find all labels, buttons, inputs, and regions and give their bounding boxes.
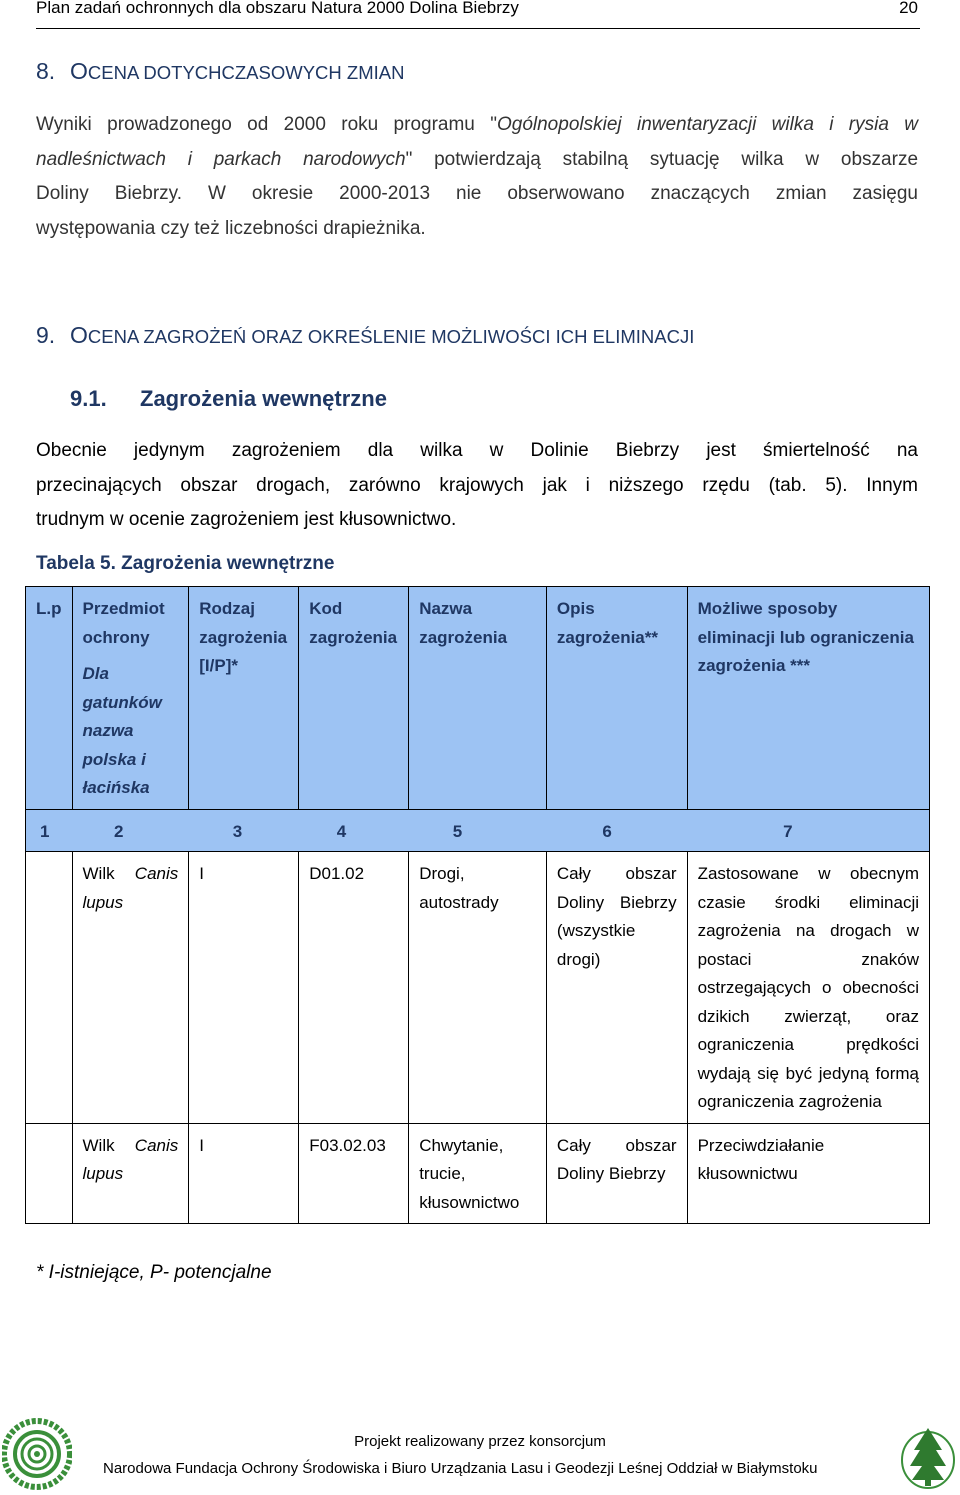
cell-lp: [26, 1123, 73, 1224]
section-8-number: 8.: [36, 58, 56, 84]
section-9-title-initial: O: [70, 322, 88, 348]
cell-type: I: [189, 1123, 299, 1224]
para9-line-3: trudnym w ocenie zagrożeniem jest kłusownictwo.: [36, 509, 457, 530]
cell-methods: Przeciwdziałanie kłusownictwu: [687, 1123, 929, 1224]
table-row: [26, 852, 930, 1124]
subsection-9-1-heading: [70, 386, 387, 412]
subject-latin-genus: Canis: [134, 1135, 179, 1155]
cell-desc: Cały obszar Doliny Biebrzy: [546, 1123, 687, 1224]
para9-line-1: Obecnie jedynym zagrożeniem dla wilka w Dolinie Biebrzy jest śmiertelność na: [36, 440, 918, 461]
cell-name: Chwytanie, trucie, kłusownictwo: [409, 1123, 547, 1224]
header-subject-label: Przedmiot ochrony: [82, 599, 165, 647]
cell-type: I: [189, 852, 299, 1124]
section-8-paragraph: [36, 108, 918, 246]
footer-line-1: Projekt realizowany przez konsorcjum: [354, 1433, 606, 1450]
section-9-heading: [36, 322, 694, 349]
header-code: Kod zagrożenia: [299, 587, 409, 810]
section-8-heading: [36, 58, 404, 85]
table-footnote: * I-istniejące, P- potencjalne: [36, 1262, 272, 1283]
header-title: Plan zadań ochronnych dla obszaru Natura 2000 Dolina Biebrzy: [36, 0, 519, 17]
table-header-row: [26, 587, 930, 810]
header-type: Rodzaj zagrożenia [I/P]*: [189, 587, 299, 810]
cell-subject: [72, 852, 189, 1124]
cell-lp: [26, 852, 73, 1124]
para8-line-2: nadleśnictwach i parkach narodowych" potwierdzają stabilną sytuację wilka w obszarze: [36, 148, 919, 170]
section-8-title-initial: O: [70, 58, 88, 84]
col-number-7: 7: [687, 809, 929, 852]
col-number-4: 4: [299, 809, 409, 852]
para9-line-2: przecinających obszar drogach, zarówno krajowych jak i niższego rzędu (tab. 5). Innym: [36, 474, 918, 496]
header-methods: Możliwe sposoby eliminacji lub ograniczenia zagrożenia ***: [687, 587, 929, 810]
cell-name: Drogi, autostrady: [409, 852, 547, 1124]
page-header: [36, 0, 920, 29]
cell-methods: Zastosowane w obecnym czasie środki eliminacji zagrożenia na drogach w postaci znaków ostrzegających o obecności dzikich zwierząt, oraz ograniczenia prędkości wydają się być jedyną formą ograniczenia zagrożenia: [687, 852, 929, 1124]
footer-line-2: Narodowa Fundacja Ochrony Środowiska i Biuro Urządzania Lasu i Geodezji Leśnej Oddział w Białymstoku: [103, 1460, 818, 1477]
section-9-number: 9.: [36, 322, 56, 348]
column-number-row: [26, 809, 930, 852]
subject-polish-name: Wilk: [82, 864, 115, 883]
cell-code: D01.02: [299, 852, 409, 1124]
header-name: Nazwa zagrożenia: [409, 587, 547, 810]
col-number-6: 6: [546, 809, 687, 852]
nfos-logo-icon: [2, 1418, 72, 1490]
subject-latin-species: lupus: [82, 1164, 124, 1183]
section-9-title-rest: CENA ZAGROŻEŃ ORAZ OKREŚLENIE MOŻLIWOŚCI ICH ELIMINACJI: [87, 326, 695, 347]
table-row: [26, 1123, 930, 1224]
header-desc: Opis zagrożenia**: [546, 587, 687, 810]
cell-code: F03.02.03: [299, 1123, 409, 1224]
page-number: 20: [899, 0, 918, 17]
col-number-3: 3: [189, 809, 299, 852]
section-9-paragraph: [36, 434, 918, 538]
subject-latin-genus: Canis: [134, 864, 179, 883]
col-number-1: 1: [26, 809, 73, 852]
subsection-title: Zagrożenia wewnętrzne: [140, 386, 387, 411]
para8-line-4: występowania czy też liczebności drapieżnika.: [36, 217, 426, 239]
cell-subject: [72, 1123, 189, 1224]
subject-latin-species: lupus: [82, 892, 124, 912]
header-subject-note: Dla gatunków nazwa polska i łacińska: [82, 664, 162, 797]
bulgl-tree-logo-icon: [898, 1420, 958, 1490]
para8-line-3: Doliny Biebrzy. W okresie 2000-2013 nie obserwowano znaczących zmian zasięgu: [36, 183, 918, 204]
subject-polish-name: Wilk: [82, 1135, 115, 1155]
para8-line-1: Wyniki prowadzonego od 2000 roku programu "Ogólnopolskiej inwentaryzacji wilka i rysia w: [36, 114, 919, 135]
header-subject: [72, 587, 189, 810]
col-number-5: 5: [409, 809, 547, 852]
section-8-title-rest: CENA DOTYCHCZASOWYCH ZMIAN: [87, 62, 405, 83]
table-caption: Tabela 5. Zagrożenia wewnętrzne: [36, 553, 335, 574]
header-lp: L.p: [26, 587, 73, 810]
cell-desc: Cały obszar Doliny Biebrzy (wszystkie drogi): [546, 852, 687, 1124]
col-number-2: 2: [72, 809, 189, 852]
subsection-number: 9.1.: [70, 386, 107, 411]
threats-table: [25, 586, 930, 1224]
